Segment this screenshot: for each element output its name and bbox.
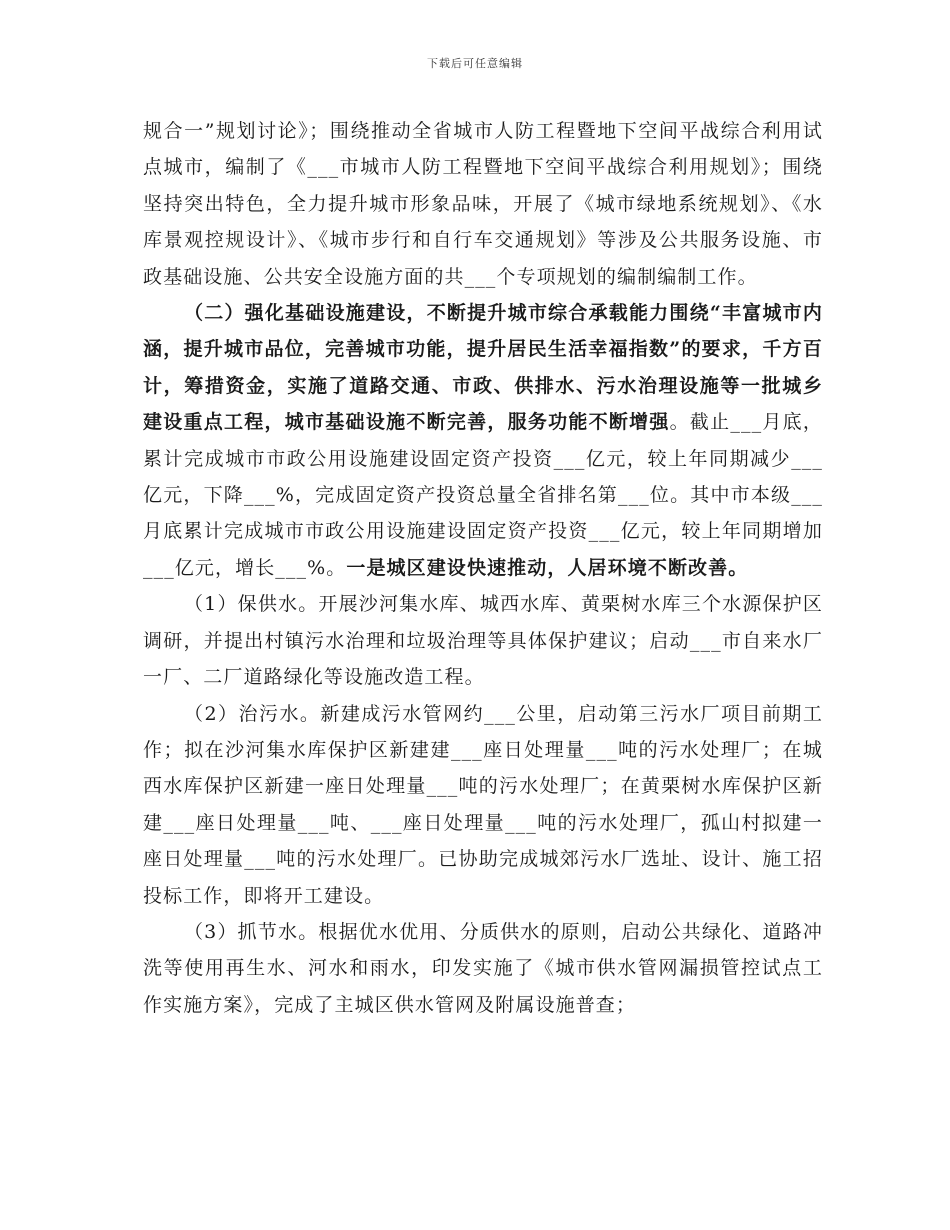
paragraph-text: （1）保供水。开展沙河集水库、城西水库、黄栗树水库三个水源保护区调研，并提出村镇污水治理和垃圾治理等具体保护建议；启动___市自来水厂一厂、二厂道路绿化等设施改造工程。: [143, 593, 823, 689]
paragraph-planning-work: [143, 113, 823, 295]
paragraph-infrastructure: [143, 295, 823, 586]
document-body: [143, 113, 823, 1023]
page-header: 下载后可任意编辑: [427, 57, 523, 70]
paragraph-text: （3）抓节水。根据优水优用、分质供水的原则，启动公共绿化、道路冲洗等使用再生水、河水和雨水，印发实施了《城市供水管网漏损管控试点工作实施方案》，完成了主城区供水管网及附属设施普查；: [143, 920, 823, 1016]
paragraph-water-saving: [143, 914, 823, 1023]
bold-summary: 一是城区建设快速推动，人居环境不断改善。: [346, 556, 749, 579]
paragraph-sewage: [143, 696, 823, 914]
paragraph-text: （2）治污水。新建成污水管网约___公里，启动第三污水厂项目前期工作；拟在沙河集水库保护区新建建___座日处理量___吨的污水处理厂；在城西水库保护区新建一座日处理量___吨的污水处理厂；在黄栗树水库保护区新建___座日处理量___吨、___座日处理量___吨的污水处理厂，孤山村拟建一座日处理量___吨的污水处理厂。已协助完成城郊污水厂选址、设计、施工招投标工作，即将开工建设。: [143, 702, 823, 907]
section-heading: （二）强化基础设施建设，不断提升城市综合承载能力围绕“丰富城市内涵，提升城市品位，完善城市功能，提升居民生活幸福指数”的要求，千方百计，筹措资金，实施了道路交通、市政、供排水、污水治理设施等一批城乡建设重点工程，城市基础设施不断完善，服务功能不断增强: [143, 302, 823, 434]
paragraph-text: 。截止___月底，累计完成城市市政公用设施建设固定资产投资___亿元，较上年同期减少___亿元，下降___%，完成固定资产投资总量全省排名第___位。其中市本级___月底累计完成城市市政公用设施建设固定资产投资___亿元，较上年同期增加___亿元，增长___%。: [143, 411, 823, 579]
paragraph-text: 规合一”规划讨论》；围绕推动全省城市人防工程暨地下空间平战综合利用试点城市，编制了《___市城市人防工程暨地下空间平战综合利用规划》；围绕坚持突出特色，全力提升城市形象品味，开展了《城市绿地系统规划》、《水库景观控规设计》、《城市步行和自行车交通规划》等涉及公共服务设施、市政基础设施、公共安全设施方面的共___个专项规划的编制编制工作。: [143, 120, 823, 288]
paragraph-water-supply: [143, 586, 823, 695]
